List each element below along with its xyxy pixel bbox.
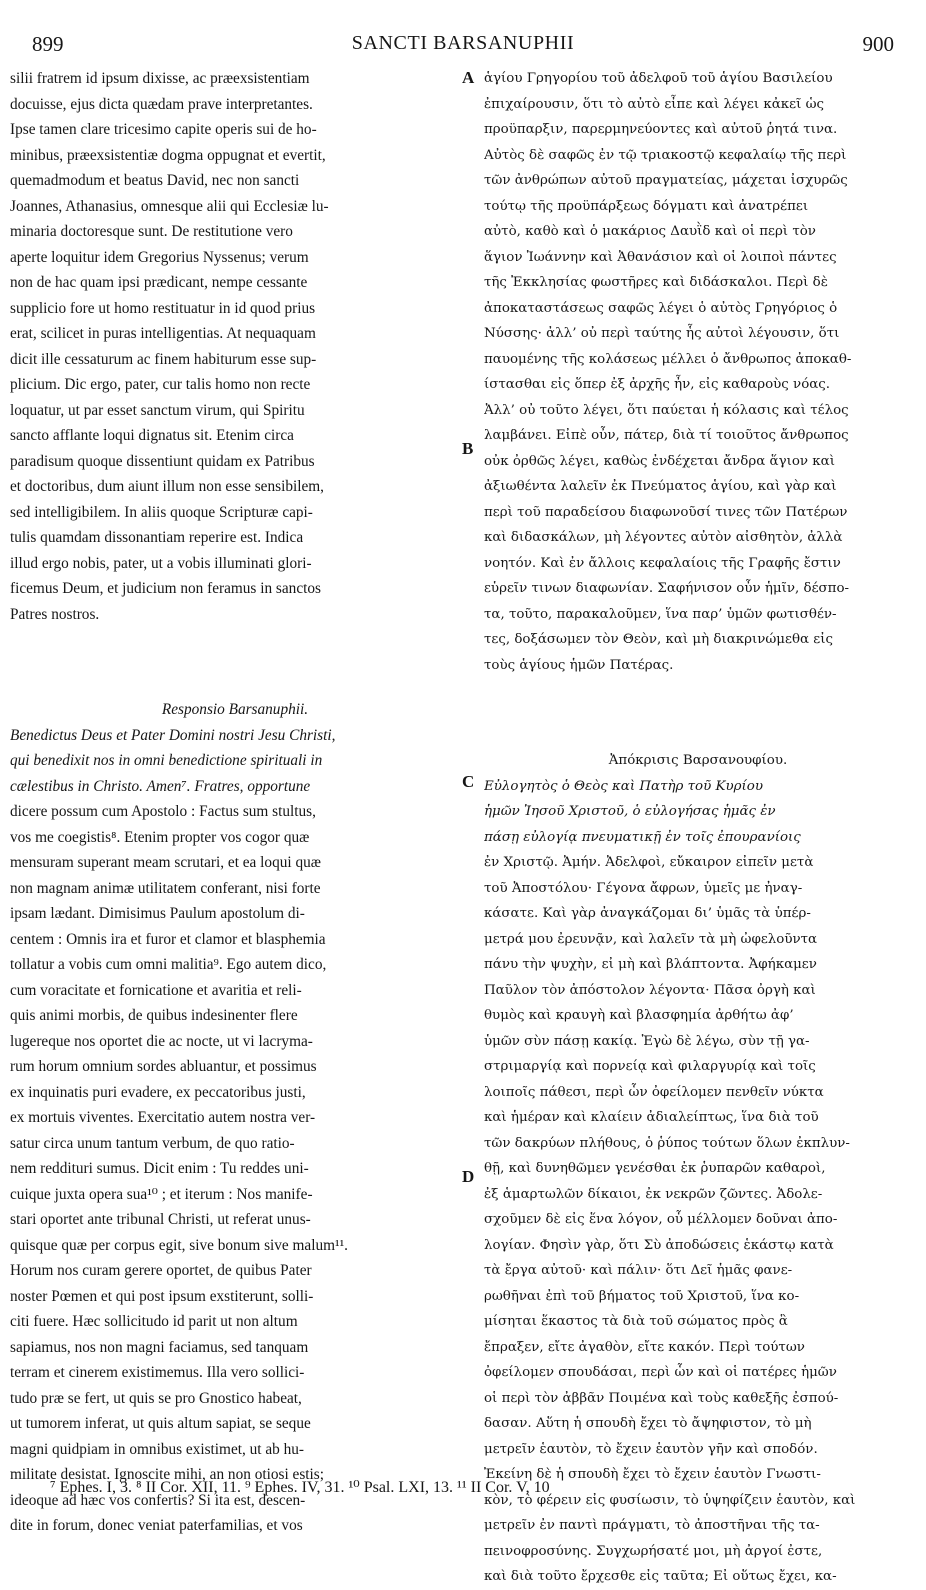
text-line: vos me coegistis⁸. Etenim propter vos cogor quæ bbox=[10, 828, 310, 846]
text-line: θυμὸς καὶ κραυγὴ καὶ βλασφημία ἀρθήτω ἀφ’ bbox=[484, 1008, 794, 1023]
text-line: quemadmodum et beatus David, nec non sancti bbox=[10, 172, 300, 189]
text-line: stari oportet ante tribunal Christi, ut referat unus- bbox=[10, 1211, 311, 1228]
text-line: minibus, præexsistentiæ dogma oppugnat et evertit, bbox=[10, 146, 326, 164]
text-line: cuique juxta opera sua¹⁰ ; et iterum : Nos manife- bbox=[10, 1185, 313, 1203]
text-line: Horum nos curam gerere oportet, de quibus Pater bbox=[10, 1262, 312, 1279]
text-line: loquatur, ut par esset sanctum virum, qui Spiritu bbox=[10, 401, 305, 419]
margin-marker-b: B bbox=[462, 439, 474, 458]
text-line: οὐκ ὀρθῶς λέγει, καθὼς ἐνδέχεται ἄνδρα ἅγιον καὶ bbox=[484, 453, 835, 469]
text-line: tudo præ se fert, ut quis se pro Gnostico habeat, bbox=[10, 1389, 302, 1407]
text-line: qui benedixit nos in omni benedictione spirituali in bbox=[10, 752, 323, 769]
text-line: silii fratrem id ipsum dixisse, ac præexsistentiam bbox=[10, 70, 310, 87]
text-line: καὶ διὰ τοῦτο ἔρχεσθε εἰς ταῦτα; Εἰ οὕτως ἔχει, κα- bbox=[484, 1569, 837, 1584]
text-line: τὰ ἔργα αὐτοῦ· καὶ πάλιν· ὅτι Δεῖ ἡμᾶς φανε- bbox=[484, 1263, 793, 1278]
running-head: SANCTI BARSANUPHII bbox=[351, 32, 575, 54]
section-heading: Ἀπόκρισις Βαρσανουφίου. bbox=[608, 753, 788, 768]
text-line: ideoque ad hæc vos confertis? Si ita est, descen- bbox=[10, 1491, 306, 1509]
text-line: κὸν, τὸ φέρειν εἰς φυσίωσιν, τὸ ὑψηφίζειν ἑαυτὸν, καὶ bbox=[484, 1492, 856, 1508]
margin-marker-a: A bbox=[462, 68, 475, 87]
text-line: Νύσσης· ἀλλ’ οὐ περὶ ταύτης ἧς αὐτοὶ λέγουσιν, ὅτι bbox=[484, 326, 840, 341]
text-line: μετρά μου ἐρευνᾷν, καὶ λαλεῖν τὰ μὴ ὠφελοῦντα bbox=[484, 931, 818, 947]
section-gap bbox=[484, 678, 912, 748]
text-line: περὶ τοῦ παραδείσου διαφωνοῦσί τινες τῶν Πατέρων bbox=[484, 504, 848, 520]
text-line: quis animi morbis, de quibus indesinenter flere bbox=[10, 1007, 298, 1024]
text-line: erat, scilicet in puras intelligentias. At nequaquam bbox=[10, 325, 316, 342]
text-line: Αὐτὸς δὲ σαφῶς ἐν τῷ τριακοστῷ κεφαλαίῳ τῆς περὶ bbox=[484, 147, 847, 163]
text-line: ἔπραξεν, εἴτε ἀγαθὸν, εἴτε κακόν. Περὶ τούτων bbox=[484, 1339, 805, 1355]
text-line: ρωθῆναι ἐπὶ τοῦ βήματος τοῦ Χριστοῦ, ἵνα κο- bbox=[484, 1288, 800, 1304]
text-line: sancto afflante loqui dignatus sit. Etenim circa bbox=[10, 427, 294, 444]
text-line: cælestibus in Christo. Amen⁷. Fratres, opportune bbox=[10, 777, 311, 795]
text-line: ίστασθαι εἰς ὅπερ ἐξ ἀρχῆς ἦν, εἰς καθαροὺς νόας. bbox=[484, 377, 831, 392]
text-line: Εὐλογητὸς ὁ Θεὸς καὶ Πατὴρ τοῦ Κυρίου bbox=[484, 778, 763, 794]
text-line: magni quidpiam in omnibus existimet, ut ab hu- bbox=[10, 1440, 305, 1458]
text-line: citi fuere. Hæc sollicitudo id parit ut non altum bbox=[10, 1313, 298, 1330]
text-line: lugereque nos oportet die ac nocte, ut vi lacryma- bbox=[10, 1032, 313, 1050]
text-line: ἀποκαταστάσεως σαφῶς λέγει ὁ αὐτὸς Γρηγόριος ὁ bbox=[484, 300, 838, 316]
text-line: dite in forum, donec veniat paterfamilias, et vos bbox=[10, 1517, 303, 1534]
text-line: supplicio fore ut homo restituatur in id quod prius bbox=[10, 299, 316, 317]
text-line: Ipse tamen clare tricesimo capite operis sui de ho- bbox=[10, 121, 317, 138]
text-line: τῆς Ἐκκλησίας φωστῆρες καὶ διδάσκαλοι. Περὶ δὲ bbox=[484, 275, 828, 290]
page-number-left: 899 bbox=[32, 32, 64, 56]
text-line: Ἐκείνη δὲ ἡ σπουδὴ ἔχει τὸ ἔχειν ἑαυτὸν Γνωστι- bbox=[484, 1467, 821, 1482]
text-line: sapiamus, nos non magni faciamus, sed tanquam bbox=[10, 1338, 309, 1356]
text-line: τῶν δακρύων πλήθους, ὁ ῥύπος τούτων ὅλων ἐκπλυν- bbox=[484, 1135, 850, 1151]
margin-marker-d: D bbox=[462, 1167, 475, 1186]
text-line: ἡμῶν Ἰησοῦ Χριστοῦ, ὁ εὐλογήσας ἡμᾶς ἐν bbox=[484, 804, 776, 819]
text-line: καὶ διδασκάλων, μὴ λέγοντες αὐτὸν αἰσθητὸν, ἀλλὰ bbox=[484, 530, 843, 545]
text-line: ἁγίου Γρηγορίου τοῦ ἀδελφοῦ τοῦ ἁγίου Βασιλείου bbox=[484, 71, 833, 86]
text-line: τῶν ἀνθρώπων αὐτοῦ πραγματείας, μάχεται ἰσχυρῶς bbox=[484, 173, 848, 188]
text-line: νοητόν. Καὶ ἐν ἄλλοις κεφαλαίοις τῆς Γραφῆς ἔστιν bbox=[484, 555, 841, 571]
text-line: dicit ille cessaturum ac finem habiturum esse sup- bbox=[10, 350, 317, 368]
text-line: αὐτὸ, καθὸ καὶ ὁ μακάριος Δαυῒδ καὶ οἱ περὶ τὸν bbox=[484, 224, 816, 239]
text-line: nem reddituri sumus. Dicit enim : Tu reddes uni- bbox=[10, 1160, 309, 1177]
text-line: tulis quamdam dissonantiam reperire est. Indica bbox=[10, 529, 304, 546]
section-heading: Responsio Barsanuphii. bbox=[161, 701, 309, 718]
text-line: τούτῳ τῆς προϋπάρξεως δόγματι καὶ ἀνατρέπει bbox=[484, 198, 809, 214]
text-line: ἐξ ἁμαρτωλῶν δίκαιοι, ἐκ νεκρῶν ζῶντες. Ἀδολε- bbox=[484, 1186, 823, 1202]
text-line: non magnam animæ utilitatem conferant, nisi forte bbox=[10, 879, 321, 897]
page-number-right: 900 bbox=[862, 32, 894, 56]
text-line: μετρεῖν ἑαυτὸν, τὸ ἔχειν ἑαυτὸν γῆν καὶ σποδόν. bbox=[484, 1441, 818, 1457]
text-line: καὶ ἡμέραν καὶ κλαίειν ἀδιαλείπτως, ἵνα διὰ τοῦ bbox=[484, 1110, 819, 1125]
text-line: μίσηται ἕκαστος τὰ διὰ τοῦ σώματος πρὸς ἃ bbox=[484, 1314, 788, 1329]
page-header bbox=[32, 32, 894, 64]
text-line: ὑμῶν σὺν πάσῃ κακίᾳ. Ἐγὼ δὲ λέγω, σὺν τῇ γα- bbox=[484, 1033, 810, 1049]
text-line: ἅγιον Ἰωάννην καὶ Ἀθανάσιον καὶ οἱ λοιποὶ πάντες bbox=[484, 249, 837, 265]
text-line: paradisum quoque dissentiunt quidam ex Patribus bbox=[10, 452, 315, 470]
text-line: λοιποῖς πάθεσι, περὶ ὧν ὀφείλομεν πενθεῖν νύκτα bbox=[484, 1084, 824, 1100]
text-line: militate desistat. Ignoscite mihi, an non otiosi estis; bbox=[10, 1466, 324, 1483]
text-line: cum voracitate et fornicatione et avaritia et reli- bbox=[10, 981, 302, 999]
text-line: ἐν Χριστῷ. Ἀμήν. Ἀδελφοὶ, εὔκαιρον εἰπεῖν μετὰ bbox=[484, 855, 814, 870]
text-line: σχοῦμεν δὲ εἰς ἕνα λόγον, οὗ μέλλομεν δοῦναι ἀπο- bbox=[484, 1212, 838, 1227]
text-line: illud ergo nobis, pater, ut a vobis illuminati glori- bbox=[10, 554, 312, 572]
text-line: ficemus Deum, et judicium non feramus in sanctos bbox=[10, 580, 321, 597]
text-line: ex inquinatis puri evadere, ex peccatoribus justi, bbox=[10, 1083, 306, 1101]
margin-marker-c: C bbox=[462, 772, 475, 791]
text-line: noster Pœmen et qui post ipsum exstiterunt, solli- bbox=[10, 1287, 314, 1305]
text-line: προϋπαρξιν, παρερμηνεύοντες καὶ αὐτοῦ ῥητά τινα. bbox=[484, 122, 838, 137]
text-line: terram et cinerem existimemus. Illa vero sollici- bbox=[10, 1364, 305, 1381]
text-line: sed intelligibilem. In aliis quoque Scripturæ capi- bbox=[10, 503, 313, 521]
text-line: λογίαν. Φησὶν γὰρ, ὅτι Σὺ ἀποδώσεις ἑκάστῳ κατὰ bbox=[484, 1237, 834, 1253]
text-line: ὀφείλομεν σπουδάσαι, περὶ ὧν καὶ οἱ πατέρες ἡμῶν bbox=[484, 1365, 837, 1380]
text-line: τοὺς ἁγίους ἡμῶν Πατέρας. bbox=[484, 657, 674, 673]
text-line: ex mortuis viventes. Exercitatio autem nostra ver- bbox=[10, 1109, 316, 1126]
text-line: οἱ περὶ τὸν ἀββᾶν Ποιμένα καὶ τοὺς καθεξῆς ἐσπού- bbox=[484, 1390, 839, 1406]
text-line: τα, τοῦτο, παρακαλοῦμεν, ἵνα παρ’ ὑμῶν φωτισθέν- bbox=[484, 606, 837, 622]
text-line: Joannes, Athanasius, omnesque alii qui Ecclesiæ lu- bbox=[10, 197, 329, 215]
text-line: plicium. Dic ergo, pater, cur talis homo non recte bbox=[10, 376, 311, 393]
text-line: ἐπιχαίρουσιν, ὅτι τὸ αὐτὸ εἶπε καὶ λέγει κἀκεῖ ὡς bbox=[484, 96, 824, 112]
text-line: πεινοφροσύνης. Συγχωρήσατέ μοι, μὴ ἀργοί ἐστε, bbox=[484, 1543, 823, 1559]
latin-column bbox=[10, 66, 460, 1539]
text-line: μετρεῖν ἐν παντὶ πράγματι, τὸ ἀποστῆναι τῆς τα- bbox=[484, 1518, 820, 1533]
text-line: ipsam lædant. Dimisimus Paulum apostolum di- bbox=[10, 905, 305, 922]
footnotes: ⁷ Ephes. I, 3. ⁸ II Cor. XII, 11. ⁹ Ephes. IV, 31. ¹⁰ Psal. LXI, 13. ¹¹ II Cor. V, 10 bbox=[50, 1479, 550, 1496]
text-line: Παῦλον τὸν ἀπόστολον λέγοντα· Πᾶσα ὀργὴ καὶ bbox=[484, 982, 816, 998]
text-line: παυομένης τῆς κολάσεως μέλλει ὁ ἄνθρωπος ἀποκαθ- bbox=[484, 351, 852, 367]
text-line: quisque quæ per corpus egit, sive bonum sive malum¹¹. bbox=[10, 1236, 349, 1254]
text-line: Patres nostros. bbox=[10, 605, 100, 623]
text-line: tollatur a vobis cum omni malitia⁹. Ego autem dico, bbox=[10, 956, 327, 973]
text-line: λαμβάνει. Εἰπὲ οὖν, πάτερ, διὰ τί τοιοῦτος ἄνθρωπος bbox=[484, 428, 849, 443]
text-line: εὑρεῖν τινων διαφωνίαν. Σαφήνισον οὖν ἡμῖν, δέσπο- bbox=[484, 581, 850, 596]
text-line: minaria doctoresque sunt. De restitutione vero bbox=[10, 223, 293, 240]
text-line: aperte loquitur idem Gregorius Nyssenus; verum bbox=[10, 248, 309, 266]
text-line: satur circa unum tantum verbum, de quo ratio- bbox=[10, 1134, 295, 1152]
text-line: docuisse, ejus dicta quædam prave interpretantes. bbox=[10, 95, 313, 113]
text-line: τοῦ Ἀποστόλου· Γέγονα ἄφρων, ὑμεῖς με ἠναγ- bbox=[484, 880, 803, 896]
text-line: centem : Omnis ira et furor et clamor et blasphemia bbox=[10, 930, 326, 948]
text-line: πάνυ τὴν ψυχὴν, εἰ μὴ καὶ βλάπτοντα. Ἀφήκαμεν bbox=[484, 957, 817, 972]
text-line: κάσατε. Καὶ γὰρ ἀναγκάζομαι δι’ ὑμᾶς τὰ ὑπέρ- bbox=[484, 906, 811, 921]
text-line: non de hac quam ipsi prædicant, nempe cessante bbox=[10, 274, 308, 291]
greek-column bbox=[484, 66, 912, 1590]
text-line: στριμαργίᾳ καὶ πορνείᾳ καὶ φιλαργυρίᾳ καὶ τοῖς bbox=[484, 1059, 816, 1074]
text-line: Benedictus Deus et Pater Domini nostri Jesu Christi, bbox=[10, 726, 336, 744]
text-line: Ἀλλ’ οὐ τοῦτο λέγει, ὅτι παύεται ἡ κόλασις καὶ τέλος bbox=[484, 402, 849, 418]
text-line: πάσῃ εὐλογίᾳ πνευματικῇ ἐν τοῖς ἐπουρανίοις bbox=[484, 829, 801, 845]
text-line: dicere possum cum Apostolo : Factus sum stultus, bbox=[10, 803, 316, 820]
section-gap bbox=[10, 627, 460, 697]
text-line: δασαν. Αὕτη ἡ σπουδὴ ἔχει τὸ ἄψηφιστον, τὸ μὴ bbox=[484, 1416, 812, 1431]
text-line: ut tumorem inferat, ut quis altum sapiat, se seque bbox=[10, 1415, 311, 1432]
text-line: θῇ, καὶ δυνηθῶμεν γενέσθαι ἐκ ῥυπαρῶν καθαροὶ, bbox=[484, 1161, 826, 1176]
text-line: rum horum omnium sordes abluantur, et possimus bbox=[10, 1058, 317, 1075]
text-line: τες, δοξάσωμεν τὸν Θεὸν, καὶ μὴ διακρινώμεθα εἰς bbox=[484, 632, 833, 647]
text-line: et doctoribus, dum aiunt illum non esse sensibilem, bbox=[10, 478, 324, 495]
text-line: ἀξιωθέντα λαλεῖν ἐκ Πνεύματος ἁγίου, καὶ γὰρ καὶ bbox=[484, 479, 837, 494]
text-line: mensuram superant meam scrutari, et ea loqui quæ bbox=[10, 854, 321, 871]
